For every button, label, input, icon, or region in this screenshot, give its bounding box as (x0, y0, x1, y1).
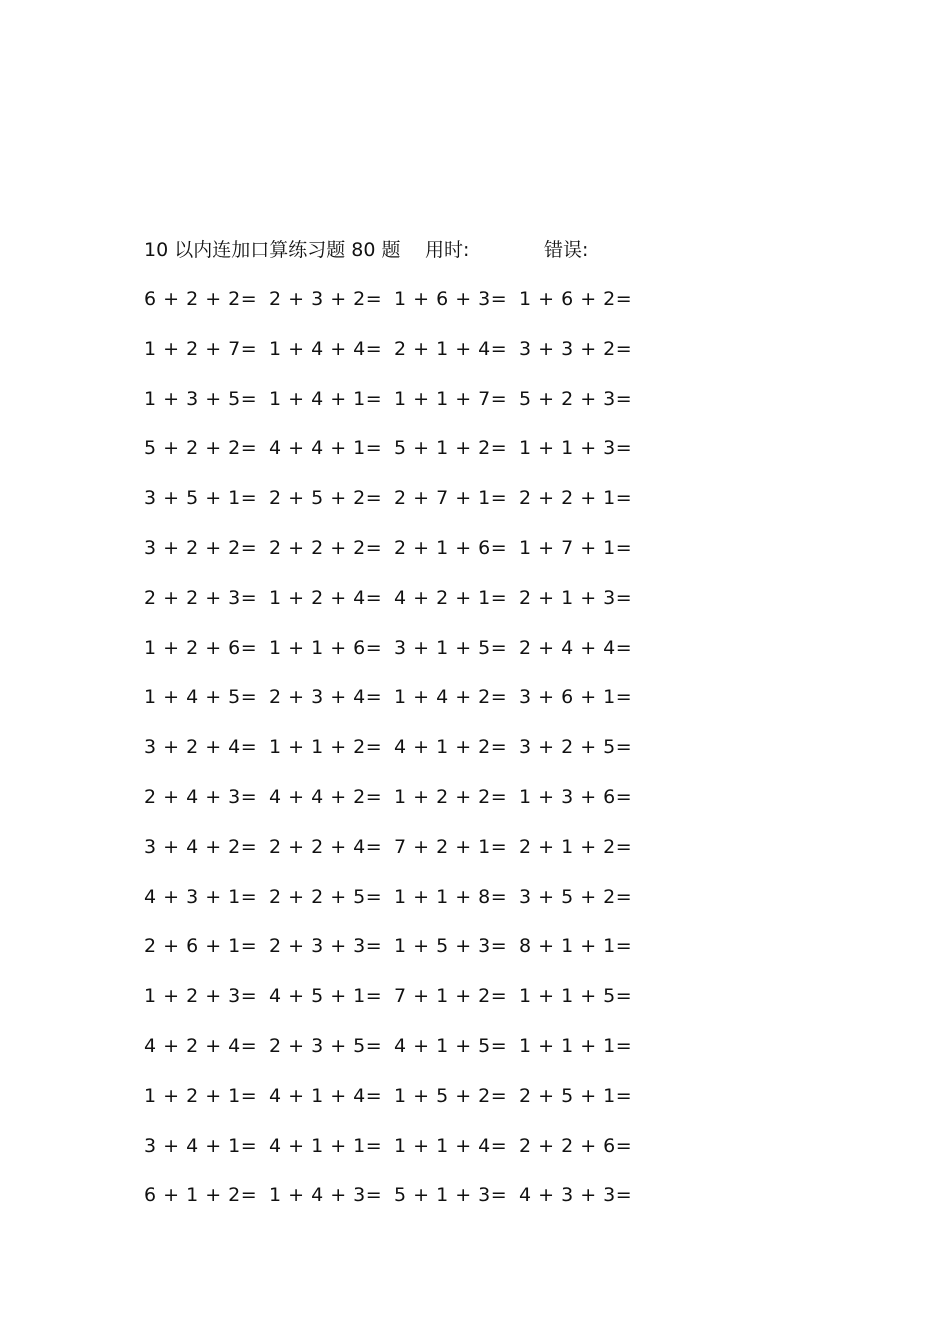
problem-item: 2 + 2 + 6= (519, 1134, 633, 1157)
problem-item: 5 + 2 + 2= (144, 437, 258, 460)
problem-item: 1 + 3 + 5= (144, 387, 258, 410)
problem-item: 1 + 1 + 4= (394, 1134, 508, 1157)
problem-item: 2 + 5 + 2= (269, 487, 383, 510)
problem-item: 3 + 2 + 5= (519, 736, 633, 759)
problem-item: 4 + 3 + 1= (144, 885, 258, 908)
problem-item: 1 + 4 + 3= (269, 1184, 383, 1207)
problem-item: 4 + 1 + 2= (394, 736, 508, 759)
problem-item: 1 + 1 + 7= (394, 387, 508, 410)
problem-item: 2 + 2 + 1= (519, 487, 633, 510)
problem-item: 4 + 5 + 1= (269, 985, 383, 1008)
problem-item: 3 + 2 + 2= (144, 536, 258, 559)
problem-row (144, 584, 644, 634)
problem-item: 1 + 2 + 6= (144, 636, 258, 659)
problem-item: 1 + 6 + 3= (394, 288, 508, 310)
problem-item: 1 + 2 + 2= (394, 785, 508, 808)
problem-item: 1 + 2 + 4= (269, 586, 383, 609)
problem-item: 8 + 1 + 1= (519, 935, 633, 958)
problem-item: 2 + 3 + 2= (269, 288, 383, 310)
problem-item: 1 + 6 + 2= (519, 288, 633, 310)
problem-item: 4 + 1 + 5= (394, 1034, 508, 1057)
problem-row (144, 1181, 644, 1231)
problem-item: 5 + 1 + 3= (394, 1184, 508, 1207)
worksheet-title: 10 以内连加口算练习题 80 题 (144, 239, 401, 261)
problem-item: 5 + 1 + 2= (394, 437, 508, 460)
problem-item: 7 + 2 + 1= (394, 835, 508, 858)
problem-item: 2 + 6 + 1= (144, 935, 258, 958)
problem-item: 2 + 5 + 1= (519, 1084, 633, 1107)
problem-item: 2 + 2 + 4= (269, 835, 383, 858)
problem-item: 1 + 4 + 1= (269, 387, 383, 410)
problem-row (144, 1082, 644, 1132)
problem-item: 1 + 5 + 2= (394, 1084, 508, 1107)
problem-item: 1 + 1 + 5= (519, 985, 633, 1008)
problem-item: 2 + 3 + 3= (269, 935, 383, 958)
problem-item: 4 + 3 + 3= (519, 1184, 633, 1207)
problem-item: 5 + 2 + 3= (519, 387, 633, 410)
problem-item: 4 + 4 + 1= (269, 437, 383, 460)
problem-item: 1 + 2 + 7= (144, 337, 258, 360)
problem-item: 1 + 2 + 1= (144, 1084, 258, 1107)
problem-item: 3 + 5 + 2= (519, 885, 633, 908)
problem-row (144, 833, 644, 883)
problem-grid (144, 285, 644, 1231)
problem-item: 2 + 4 + 3= (144, 785, 258, 808)
problem-item: 6 + 1 + 2= (144, 1184, 258, 1207)
problem-item: 1 + 1 + 6= (269, 636, 383, 659)
problem-row (144, 883, 644, 933)
problem-item: 3 + 4 + 2= (144, 835, 258, 858)
problem-item: 1 + 1 + 1= (519, 1034, 633, 1057)
problem-row (144, 1032, 644, 1082)
problem-row (144, 982, 644, 1032)
problem-item: 3 + 6 + 1= (519, 686, 633, 709)
problem-item: 1 + 2 + 3= (144, 985, 258, 1008)
problem-item: 7 + 1 + 2= (394, 985, 508, 1008)
problem-row (144, 484, 644, 534)
problem-row (144, 783, 644, 833)
problem-item: 4 + 1 + 1= (269, 1134, 383, 1157)
problem-row (144, 534, 644, 584)
problem-item: 1 + 5 + 3= (394, 935, 508, 958)
problem-item: 2 + 3 + 5= (269, 1034, 383, 1057)
problem-item: 1 + 3 + 6= (519, 785, 633, 808)
problem-item: 4 + 4 + 2= (269, 785, 383, 808)
problem-row (144, 434, 644, 484)
problem-item: 2 + 1 + 2= (519, 835, 633, 858)
worksheet-header (144, 236, 844, 264)
problem-item: 3 + 3 + 2= (519, 337, 633, 360)
problem-item: 1 + 4 + 2= (394, 686, 508, 709)
problem-item: 1 + 7 + 1= (519, 536, 633, 559)
problem-row (144, 683, 644, 733)
problem-item: 2 + 4 + 4= (519, 636, 633, 659)
problem-item: 1 + 1 + 8= (394, 885, 508, 908)
problem-item: 3 + 2 + 4= (144, 736, 258, 759)
problem-item: 1 + 4 + 5= (144, 686, 258, 709)
problem-item: 4 + 2 + 4= (144, 1034, 258, 1057)
problem-item: 3 + 1 + 5= (394, 636, 508, 659)
problem-row (144, 285, 644, 335)
problem-item: 2 + 2 + 2= (269, 536, 383, 559)
problem-item: 4 + 2 + 1= (394, 586, 508, 609)
problem-item: 2 + 3 + 4= (269, 686, 383, 709)
problem-item: 2 + 7 + 1= (394, 487, 508, 510)
problem-item: 1 + 1 + 2= (269, 736, 383, 759)
problem-row (144, 932, 644, 982)
time-label: 用时: (425, 239, 470, 261)
problem-item: 3 + 4 + 1= (144, 1134, 258, 1157)
problem-row (144, 385, 644, 435)
problem-item: 6 + 2 + 2= (144, 288, 258, 310)
problem-item: 2 + 1 + 3= (519, 586, 633, 609)
problem-item: 4 + 1 + 4= (269, 1084, 383, 1107)
error-label: 错误: (544, 239, 589, 261)
problem-row (144, 1132, 644, 1182)
problem-row (144, 335, 644, 385)
problem-row (144, 634, 644, 684)
problem-item: 2 + 1 + 6= (394, 536, 508, 559)
problem-item: 2 + 2 + 3= (144, 586, 258, 609)
problem-item: 2 + 2 + 5= (269, 885, 383, 908)
problem-item: 3 + 5 + 1= (144, 487, 258, 510)
problem-item: 1 + 1 + 3= (519, 437, 633, 460)
problem-item: 1 + 4 + 4= (269, 337, 383, 360)
problem-item: 2 + 1 + 4= (394, 337, 508, 360)
problem-row (144, 733, 644, 783)
